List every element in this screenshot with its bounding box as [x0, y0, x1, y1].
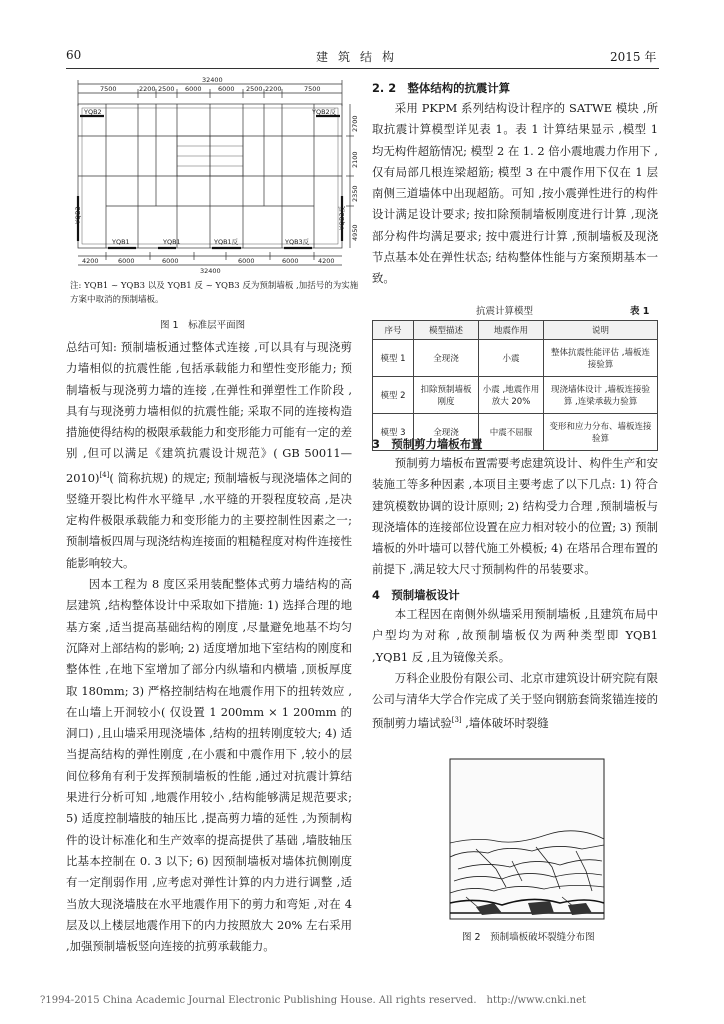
dim-right-2: 2100: [351, 151, 359, 168]
dim-top-8: 7500: [304, 85, 321, 93]
journal-year: 2015 年: [610, 50, 657, 64]
table-header: 序号: [373, 321, 414, 340]
table-cell: 扣除预制墙板刚度: [414, 377, 479, 414]
dim-top-6: 2500: [246, 85, 263, 93]
table-cell: 全现浇: [414, 340, 479, 377]
citation-3: [3]: [451, 716, 462, 725]
table-header-row: [373, 321, 658, 340]
table-cell: 整体抗震性能评估 ,墙板连接验算: [544, 340, 658, 377]
dim-top-1: 7500: [100, 85, 117, 93]
dim-bottom-2: 6000: [118, 257, 135, 265]
copyright-footer: ?1994-2015 China Academic Journal Electronic Publishing House. All rights reserved. http://www.cnki.net: [40, 995, 587, 1006]
dim-total-bottom: 32400: [200, 267, 221, 275]
table-cell: 中震不屈服: [479, 414, 544, 451]
section-2-2-body: [372, 98, 658, 290]
table-header: 模型描述: [414, 321, 479, 340]
section-3-paragraph: 预制剪力墙板布置需要考虑建筑设计、构件生产和安装施工等多种因素 ,本项目主要考虑了以下几点: 1) 符合建筑模数协调的设计原则; 2) 结构受力合理 ,预制墙板与现浇墙体的连接部位设置在应力相对较小的位置; 3) 预制墙板的外叶墙可以替代施工外模板; 4) 在塔吊合理布置的前提下 ,满足较大尺寸预制构件的吊装要求。: [372, 456, 658, 577]
section-4-body: [372, 604, 658, 735]
panel-label-yqb3-rev: YQB3反: [285, 238, 310, 246]
table-row: [373, 340, 658, 377]
dim-bottom-3: 6000: [162, 257, 179, 265]
panel-label-yqb3-rev-right: YQB3反: [338, 205, 346, 230]
table-header: 地震作用: [479, 321, 544, 340]
paragraph-summary-tail: ( 简称抗规) 的规定; 预制墙板与现浇墙体之间的竖缝开裂比构件水平缝早 ,水平缝的开裂程度较高 ,是决定构件极限承载能力和变形能力的主要控制性因素之一; 预制墙板四周与现浇结构连接面的粗糙程度对构件连接性能影响较大。: [66, 470, 352, 570]
dim-total-top: 32400: [202, 76, 223, 84]
section-4-paragraph-2: 万科企业股份有限公司、北京市建筑设计研究院有限公司与清华大学合作完成了关于竖向钢筋套筒浆锚连接的预制剪力墙试验: [372, 670, 658, 731]
table-cell: 小震 ,地震作用放大 20%: [479, 377, 544, 414]
panel-label-yqb3: YQB3: [74, 206, 82, 224]
section-2-2-paragraph: 采用 PKPM 系列结构设计程序的 SATWE 模块 ,所取抗震计算模型详见表 1。表 1 计算结果显示 ,模型 1 均无构件超筋情况; 模型 2 在 1. 2 倍小震地震力作用下 ,仅有局部几根连梁超筋; 模型 3 在中震作用下仅在 1 层南侧三道墙体中出现超筋。可知 ,按小震弹性进行的构件设计满足设计要求; 按扣除预制墙板刚度进行计算 ,现浇部分构件均满足要求; 按中震进行计算 ,预制墙板及现浇节点基本处在弹性状态; 结构整体性能与方案预期基本一致。: [372, 101, 658, 286]
dim-top-7: 2200: [265, 85, 282, 93]
table-header: 说明: [544, 321, 658, 340]
journal-title: 建筑结构: [316, 50, 405, 64]
section-4-paragraph-2-tail: ,墙体破坏时裂缝: [461, 716, 549, 731]
section-4-paragraph-1: 本工程因在南侧外纵墙采用预制墙板 ,且建筑布局中户型均为对称 ,故预制墙板仅为两种类型即 YQB1 ,YQB1 反 ,且为镜像关系。: [372, 607, 658, 664]
table-row: [373, 377, 658, 414]
dim-top-4: 6000: [185, 85, 202, 93]
table-cell: 现浇墙体设计 ,墙板连接验算 ,连梁承载力验算: [544, 377, 658, 414]
figure-1-floor-plan: [66, 76, 366, 276]
left-column-text: [66, 337, 352, 957]
table-1-label: 表 1: [630, 306, 650, 317]
page-number: 60: [66, 48, 82, 62]
panel-label-yqb2-rev: YQB2反: [312, 108, 337, 116]
figure-2-caption: 图 2 预制墙板破坏裂缝分布图: [462, 932, 595, 943]
citation-4: [4]: [99, 470, 110, 479]
dim-bottom-6: 4200: [318, 257, 335, 265]
section-3-body: [372, 453, 658, 581]
panel-label-yqb1-rev: YQB1反: [214, 238, 239, 246]
paragraph-summary: 总结可知: 预制墙板通过整体式连接 ,可以具有与现浇剪力墙相似的抗震性能 ,包括承载能力和塑性变形能力; 预制墙板与现浇剪力墙的连接 ,在弹性和弹塑性工作阶段 ,具有与现浇剪力墙相似的抗震性能; 采取不同的连接构造措施使得结构的极限承载能力和变形能力可能有一定的差别 ,但可以满足《建筑抗震设计规范》( GB 50011—2010): [66, 340, 352, 485]
dim-bottom-5: 6000: [282, 257, 299, 265]
table-cell: 模型 2: [373, 377, 414, 414]
dim-top-3: 2500: [158, 85, 175, 93]
dim-right-3: 2350: [351, 185, 359, 202]
dim-right-4: 4950: [351, 224, 359, 241]
figure-2-crack-pattern: [436, 757, 614, 923]
header-rule: [66, 68, 659, 69]
panel-label-yqb1-a: YQB1: [112, 238, 130, 246]
table-1-title: 抗震计算模型: [476, 306, 534, 317]
table-cell: 变形和应力分布、墙板连接验算: [544, 414, 658, 451]
dim-bottom-4: 6000: [238, 257, 255, 265]
figure-1-caption: 图 1 标准层平面图: [160, 320, 246, 331]
dim-right-1: 2700: [351, 115, 359, 132]
table-cell: 模型 3: [373, 414, 414, 451]
floor-plan-drawing: [66, 76, 366, 276]
section-3-heading: 3 预制剪力墙板布置: [372, 437, 483, 451]
paragraph-measures: 因本工程为 8 度区采用装配整体式剪力墙结构的高层建筑 ,结构整体设计中采取如下措施: 1) 选择合理的地基方案 ,适当提高基础结构的刚度 ,尽量避免地基不均匀沉降对上部结构的影响; 2) 适度增加地下室结构的刚度和整体性 ,在地下室增加了部分内纵墙和内横墙 ,顶板厚度取 180mm; 3) 严格控制结构在地震作用下的扭转效应 ,在山墙上开洞较小( 仅设置 1 200mm × 1 200mm 的洞口) ,且山墙采用现浇墙体 ,结构的扭转刚度较大; 4) 适当提高结构的弹性刚度 ,在小震和中震作用下 ,较小的层间位移角有利于发挥预制墙板的性能 ,通过对抗震计算结果进行分析可知 ,地震作用较小 ,结构能够满足规范要求; 5) 适度控制墙肢的轴压比 ,提高剪力墙的延性 ,为预制构件的设计标准化和生产效率的提高提供了基础 ,墙肢轴压比基本控制在 0. 3 以下; 6) 因预制墙板对墙体抗侧刚度有一定削弱作用 ,应考虑对弹性计算的内力进行调整 ,适当放大现浇墙肢在水平地震作用下的剪力和弯矩 ,对在 4 层及以上楼层地震作用下的内力按照放大 20% 左右采用 ,加强预制墙板竖向连接的抗剪承载能力。: [66, 577, 352, 954]
crack-pattern-drawing: [436, 757, 614, 923]
table-cell: 小震: [479, 340, 544, 377]
dim-top-2: 2200: [139, 85, 156, 93]
figure-1-note: 注: YQB1 ~ YQB3 以及 YQB1 反 ~ YQB3 反为预制墙板 ,加括号的为实施方案中取消的预制墙板。: [70, 281, 359, 305]
section-2-2-heading: 2. 2 整体结构的抗震计算: [372, 81, 511, 95]
table-cell: 全现浇: [414, 414, 479, 451]
dim-top-5: 6000: [218, 85, 235, 93]
panel-label-yqb2: YQB2: [84, 108, 102, 116]
dim-bottom-1: 4200: [82, 257, 99, 265]
table-1: [372, 320, 658, 451]
table-cell: 模型 1: [373, 340, 414, 377]
panel-label-yqb1-b: YQB1: [163, 238, 181, 246]
section-4-heading: 4 预制墙板设计: [372, 588, 460, 602]
